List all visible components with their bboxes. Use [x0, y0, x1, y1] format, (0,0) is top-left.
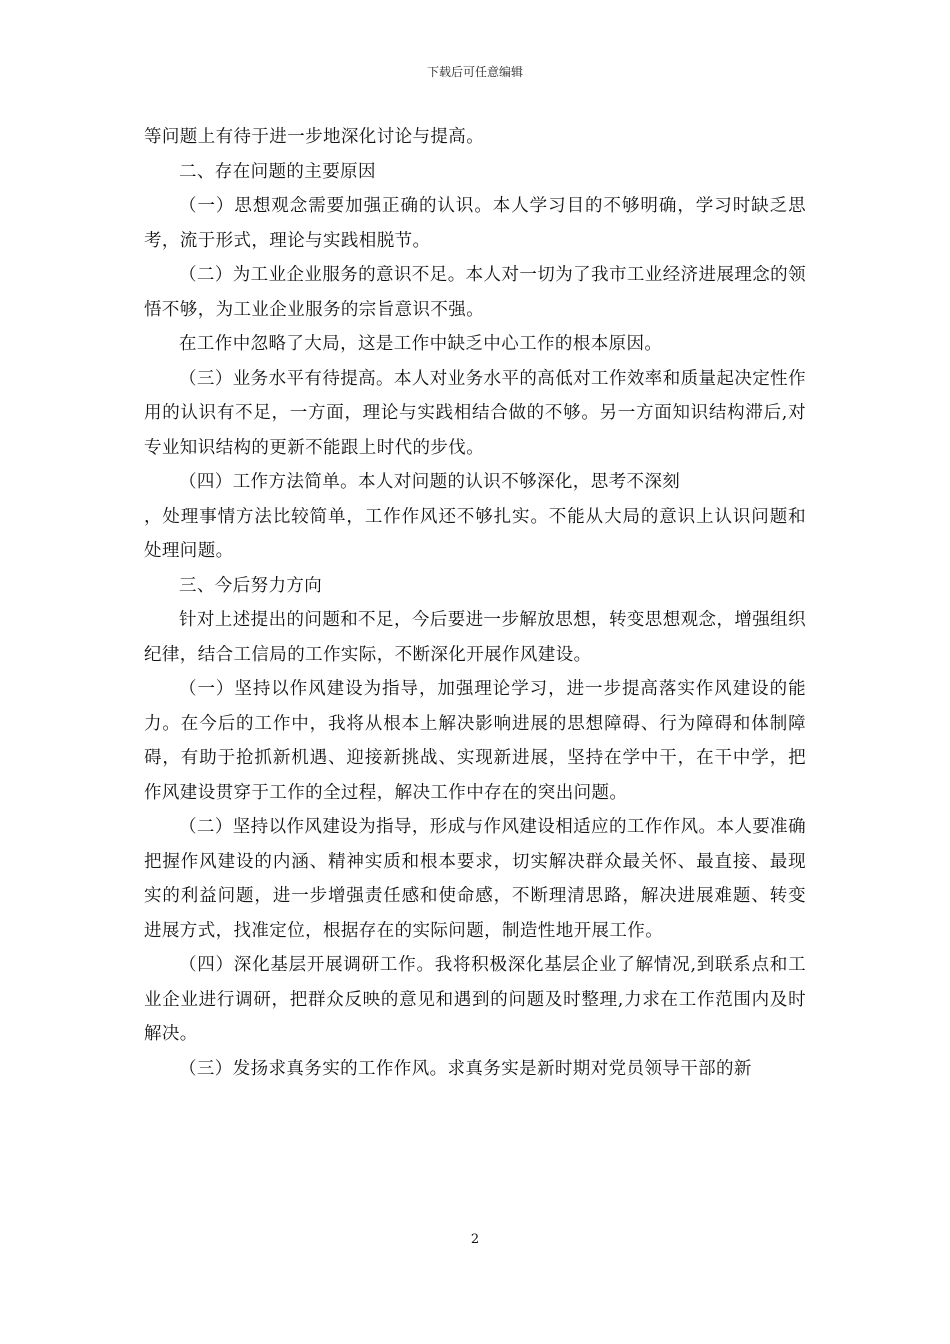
paragraph-cause-1: （一）思想观念需要加强正确的认识。本人学习目的不够明确，学习时缺乏思考，流于形式，理论与实践相脱节。: [144, 196, 806, 251]
paragraph-direction-intro: 针对上述提出的问题和不足，今后要进一步解放思想，转变思想观念，增强组织纪律，结合工信局的工作实际，不断深化开展作风建设。: [144, 610, 806, 665]
paragraph-cause-4: （四）工作方法简单。本人对问题的认识不够深化，思考不深刻: [179, 472, 681, 492]
section-heading-causes: 二、存在问题的主要原因: [179, 161, 376, 182]
page-header: 下载后可任意编辑: [426, 65, 523, 79]
paragraph-direction-3: （三）发扬求真务实的工作作风。求真务实是新时期对党员领导干部的新: [179, 1058, 752, 1079]
page-number: 2: [470, 1232, 480, 1247]
paragraph-cause-2: （二）为工业企业服务的意识不足。本人对一切为了我市工业经济进展理念的领悟不够，为工业企业服务的宗旨意识不强。: [144, 265, 806, 320]
paragraph-direction-1: （一）坚持以作风建设为指导，加强理论学习，进一步提高落实作风建设的能力。在今后的工作中，我将从根本上解决影响进展的思想障碍、行为障碍和体制障碍，有助于抢抓新机遇、迎接新挑战、实现新进展，坚持在学中干，在干中学，把作风建设贯穿于工作的全过程，解决工作中存在的突出问题。: [144, 679, 806, 803]
paragraph-cause-3: （三）业务水平有待提高。本人对业务水平的高低对工作效率和质量起决定性作用的认识有不足，一方面，理论与实践相结合做的不够。另一方面知识结构滞后,对专业知识结构的更新不能跟上时代的步伐。: [144, 368, 806, 458]
section-heading-direction: 三、今后努力方向: [179, 575, 323, 596]
paragraph-continuation: 等问题上有待于进一步地深化讨论与提高。: [144, 127, 485, 147]
paragraph-direction-4: （四）深化基层开展调研工作。我将积极深化基层企业了解情况,到联系点和工业企业进行调研，把群众反映的意见和遇到的问题及时整理,力求在工作范围内及时解决。: [144, 955, 806, 1044]
document-body: [144, 120, 806, 1086]
paragraph-direction-2: （二）坚持以作风建设为指导，形成与作风建设相适应的工作作风。本人要准确把握作风建设的内涵、精神实质和根本要求，切实解决群众最关怀、最直接、最现实的利益问题，进一步增强责任感和使命感，不断理清思路，解决进展难题、转变进展方式，找准定位，根据存在的实际问题，制造性地开展工作。: [144, 817, 806, 941]
paragraph-cause-4-continued: ，处理事情方法比较简单，工作作风还不够扎实。不能从大局的意识上认识问题和处理问题。: [144, 506, 806, 561]
paragraph-big-picture: 在工作中忽略了大局，这是工作中缺乏中心工作的根本原因。: [179, 334, 663, 354]
